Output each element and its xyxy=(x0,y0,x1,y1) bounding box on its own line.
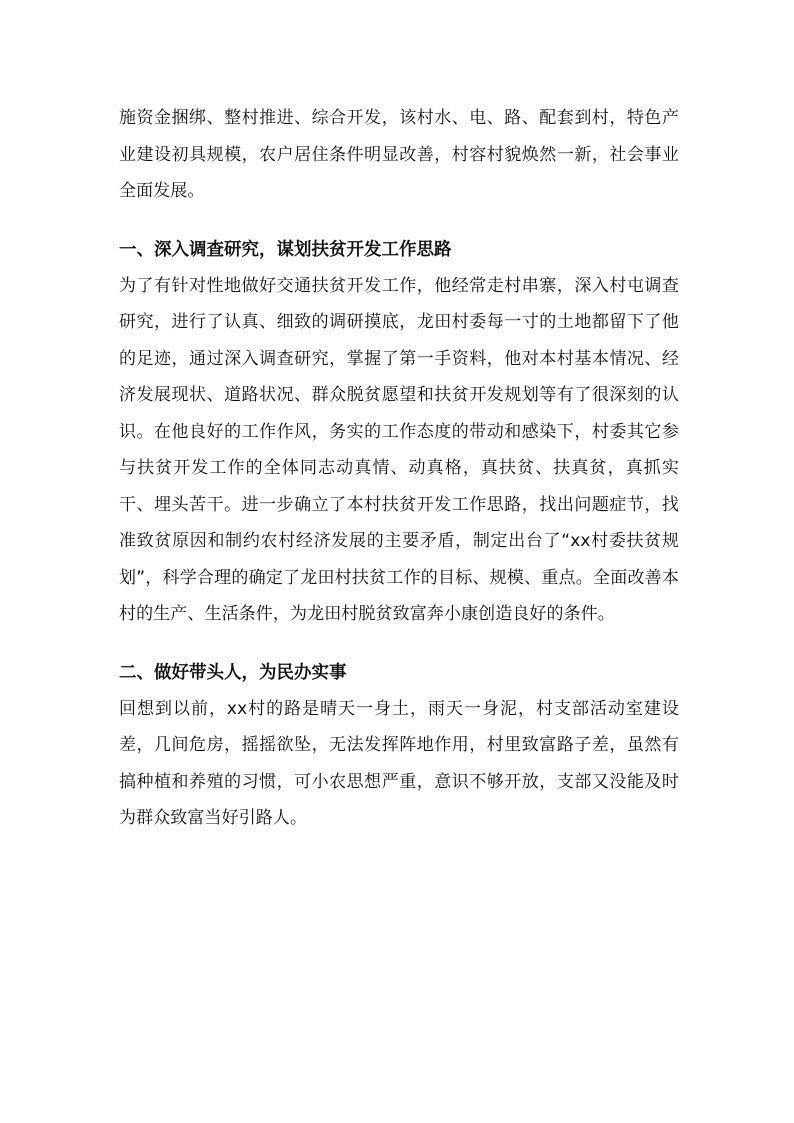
intro-paragraph: 施资金捆绑、整村推进、综合开发，该村水、电、路、配套到村，特色产业建设初具规模，农户居住条件明显改善，村容村貌焕然一新，社会事业全面发展。 xyxy=(119,108,679,201)
section-2-paragraph: 回想到以前，xx村的路是晴天一身土，雨天一身泥，村支部活动室建设差，几间危房，摇摇欲坠，无法发挥阵地作用，村里致富路子差，虽然有搞种植和养殖的习惯，可小农思想严重，意识不够开放，支部又没能及时为群众致富当好引路人。 xyxy=(119,698,679,828)
section-2-heading: 二、做好带头人，为民办实事 xyxy=(119,662,347,683)
section-1-heading: 一、深入调查研究，谋划扶贫开发工作思路 xyxy=(119,239,452,260)
document-body xyxy=(119,100,679,837)
section-1-paragraph: 为了有针对性地做好交通扶贫开发工作，他经常走村串寨，深入村屯调查研究，进行了认真、细致的调研摸底，龙田村委每一寸的土地都留下了他的足迹，通过深入调查研究，掌握了第一手资料，他对本村基本情况、经济发展现状、道路状况、群众脱贫愿望和扶贫开发规划等有了很深刻的认识。在他良好的工作作风，务实的工作态度的带动和感染下，村委其它参与扶贫开发工作的全体同志动真情、动真格，真扶贫、扶真贫，真抓实干、埋头苦干。进一步确立了本村扶贫开发工作思路，找出问题症节，找准致贫原因和制约农村经济发展的主要矛盾，制定出台了“xx村委扶贫规划”，科学合理的确定了龙田村扶贫工作的目标、规模、重点。全面改善本村的生产、生活条件，为龙田村脱贫致富奔小康创造良好的条件。 xyxy=(119,275,679,624)
